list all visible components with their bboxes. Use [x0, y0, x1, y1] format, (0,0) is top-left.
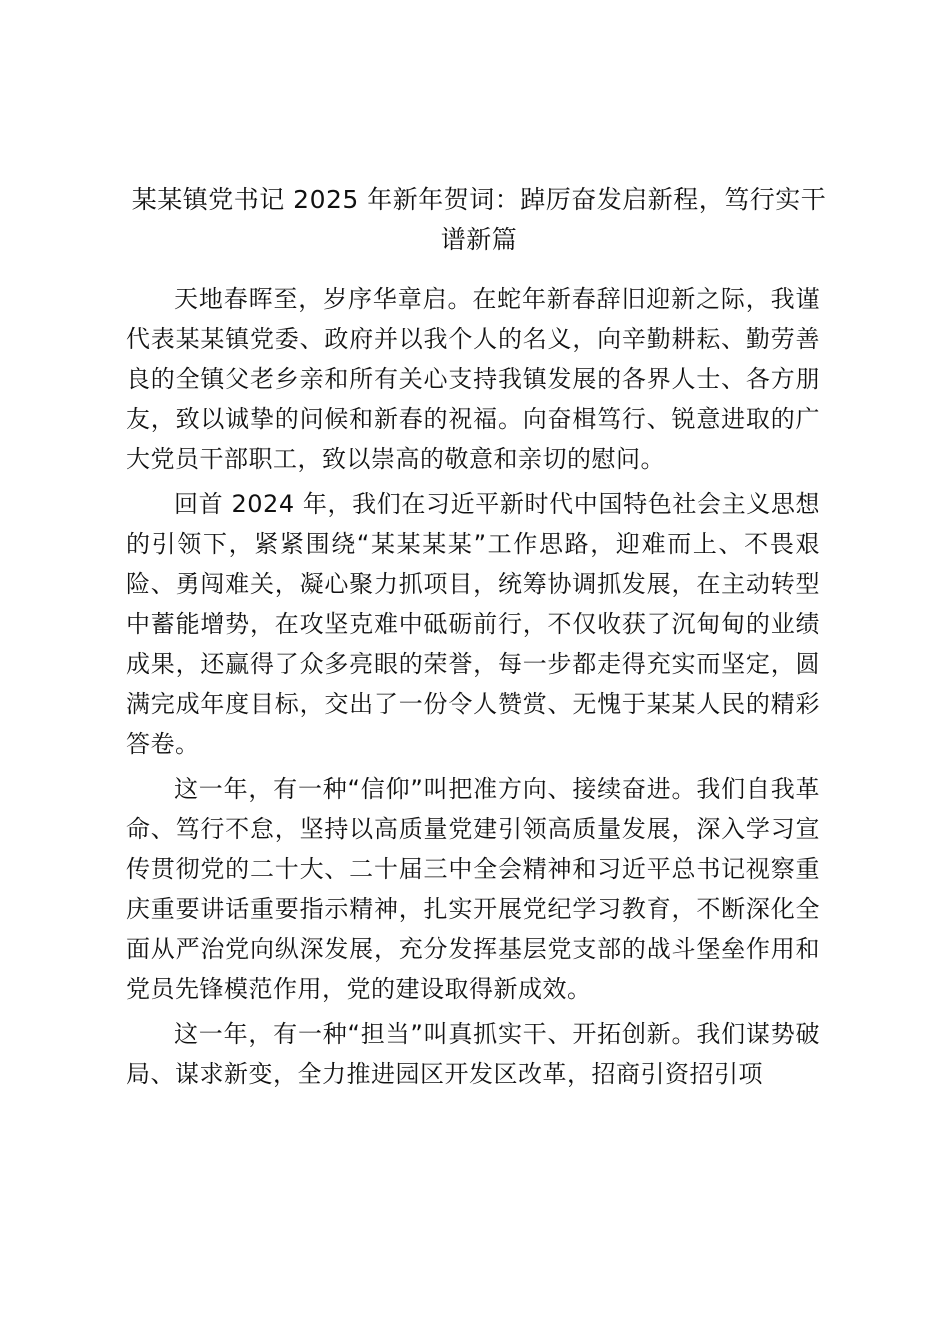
document-body — [126, 279, 820, 1099]
paragraph-faith: 这一年，有一种“信仰”叫把准方向、接续奋进。我们自我革命、笃行不怠，坚持以高质量党建引领高质量发展，深入学习宣传贯彻党的二十大、二十届三中全会精神和习近平总书记视察重庆重要讲话重要指示精神，扎实开展党纪学习教育，不断深化全面从严治党向纵深发展，充分发挥基层党支部的战斗堡垒作用和党员先锋模范作用，党的建设取得新成效。 — [126, 775, 820, 1003]
paragraph-responsibility: 这一年，有一种“担当”叫真抓实干、开拓创新。我们谋势破局、谋求新变，全力推进园区开发区改革，招商引资招引项 — [126, 1020, 820, 1088]
paragraph-greeting: 天地春晖至，岁序华章启。在蛇年新春辞旧迎新之际，我谨代表某某镇党委、政府并以我个人的名义，向辛勤耕耘、勤劳善良的全镇父老乡亲和所有关心支持我镇发展的各界人士、各方朋友，致以诚挚的问候和新春的祝福。向奋楫笃行、锐意进取的广大党员干部职工，致以崇高的敬意和亲切的慰问。 — [126, 285, 820, 473]
paragraph-review-2024: 回首 2024 年，我们在习近平新时代中国特色社会主义思想的引领下，紧紧围绕“某某某某”工作思路，迎难而上、不畏艰险、勇闯难关，凝心聚力抓项目，统筹协调抓发展，在主动转型中蓄能增势，在攻坚克难中砥砺前行，不仅收获了沉甸甸的业绩成果，还赢得了众多亮眼的荣誉，每一步都走得充实而坚定，圆满完成年度目标，交出了一份令人赞赏、无愧于某某人民的精彩答卷。 — [126, 490, 820, 758]
document-title: 某某镇党书记 2025 年新年贺词：踔厉奋发启新程，笃行实干谱新篇 — [131, 185, 827, 254]
